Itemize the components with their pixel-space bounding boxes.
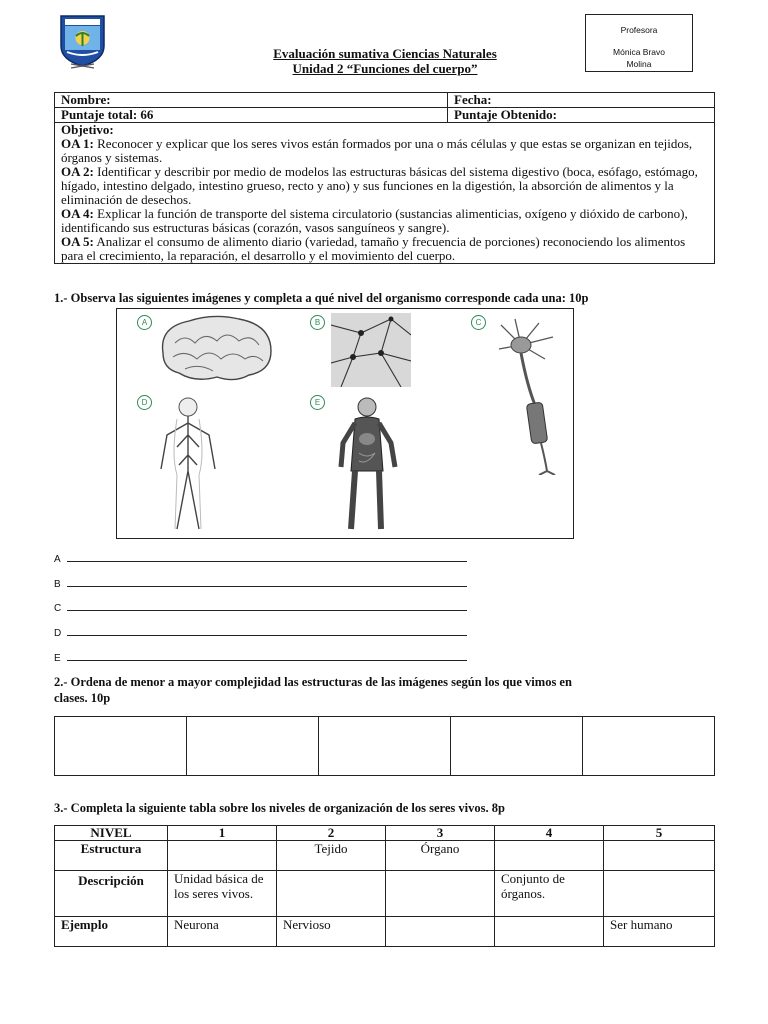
question-1: 1.- Observa las siguientes imágenes y completa a qué nivel del organismo corresponde cada una: 10p (54, 291, 589, 305)
page-subtitle: Unidad 2 “Funciones del cuerpo” (292, 61, 478, 76)
page-title: Evaluación sumativa Ciencias Naturales (273, 46, 497, 61)
table-cell[interactable] (386, 871, 495, 917)
oa-1: OA 1: Reconocer y explicar que los seres vivos están formados por una o más células y que estas se organizan en tejidos, órganos y sistemas. (61, 136, 693, 165)
ordering-box[interactable] (187, 717, 319, 776)
ordering-boxes (54, 716, 715, 776)
objetivo-label: Objetivo: (61, 122, 114, 137)
header-5: 5 (604, 826, 715, 841)
oa-4: OA 4: Explicar la función de transporte del sistema circulatorio (sustancias alimenticias, oxígeno y dióxido de carbono), identificando sus estructuras básicas (corazón, vasos sanguíneos y sangre). (61, 206, 688, 235)
answer-line-e[interactable]: E (54, 652, 474, 664)
oa-5: OA 5: Analizar el consumo de alimento diario (variedad, tamaño y frecuencia de porciones) reconociendo los alimentos para el crecimiento, la reparación, el desarrollo y el movimiento del cuerpo. (61, 234, 686, 263)
table-cell[interactable] (495, 917, 604, 947)
table-cell[interactable] (604, 841, 715, 871)
ordering-box[interactable] (319, 717, 451, 776)
table-cell[interactable]: Conjunto de órganos. (495, 871, 604, 917)
table-cell[interactable]: Nervioso (277, 917, 386, 947)
row-label-estructura: Estructura (55, 841, 168, 871)
table-cell[interactable] (386, 917, 495, 947)
header-4: 4 (495, 826, 604, 841)
table-cell[interactable]: Unidad básica de los seres vivos. (168, 871, 277, 917)
header-1: 1 (168, 826, 277, 841)
table-cell[interactable]: Ser humano (604, 917, 715, 947)
question-2-line1: 2.- Ordena de menor a mayor complejidad las estructuras de las imágenes según los que vimos en (54, 675, 572, 689)
brain-image (155, 313, 277, 385)
label-a: A (137, 315, 152, 330)
image-panel (116, 308, 574, 539)
label-c: C (471, 315, 486, 330)
question-3: 3.- Completa la siguiente tabla sobre los niveles de organización de los seres vivos. 8p (54, 801, 505, 815)
label-b: B (310, 315, 325, 330)
puntaje-obtenido: Puntaje Obtenido: (454, 107, 557, 122)
oa-2: OA 2: Identificar y describir por medio de modelos las estructuras básicas del sistema digestivo (boca, esófago, estómago, hígado, intestino delgado, intestino grueso, recto y ano) y sus funciones en la digestión, la absorción de alimentos y la eliminación de desechos. (61, 164, 698, 207)
ordering-box[interactable] (55, 717, 187, 776)
school-logo (55, 12, 110, 70)
row-label-descripcion: Descripción (55, 871, 168, 917)
objectives-cell (55, 123, 715, 264)
table-cell[interactable] (168, 841, 277, 871)
label-e: E (310, 395, 325, 410)
answer-line-b[interactable]: B (54, 578, 474, 590)
label-d: D (137, 395, 152, 410)
row-label-ejemplo: Ejemplo (55, 917, 168, 947)
fecha-label: Fecha: (454, 92, 492, 107)
table-cell[interactable] (277, 871, 386, 917)
answer-line-d[interactable]: D (54, 627, 474, 639)
teacher-name-line1: Mónica Bravo (613, 47, 665, 57)
table-cell[interactable]: Tejido (277, 841, 386, 871)
organ-system-image (337, 395, 399, 533)
nombre-label: Nombre: (61, 92, 111, 107)
question-2-line2: clases. 10p (54, 691, 111, 705)
header-nivel: NIVEL (55, 826, 168, 841)
table-cell[interactable] (604, 871, 715, 917)
ordering-box[interactable] (451, 717, 583, 776)
teacher-label: Profesora (620, 25, 658, 35)
levels-table (54, 825, 715, 947)
answer-line-a[interactable]: A (54, 553, 474, 565)
table-cell[interactable] (495, 841, 604, 871)
ordering-box[interactable] (583, 717, 715, 776)
tissue-image (331, 313, 411, 387)
puntaje-total: Puntaje total: 66 (61, 107, 154, 122)
header-3: 3 (386, 826, 495, 841)
neuron-image (495, 315, 565, 475)
answer-line-c[interactable]: C (54, 602, 474, 614)
teacher-name-line2: Molina (626, 59, 652, 69)
table-cell[interactable]: Neurona (168, 917, 277, 947)
nervous-system-image (157, 395, 219, 533)
table-cell[interactable]: Órgano (386, 841, 495, 871)
header-2: 2 (277, 826, 386, 841)
info-table (54, 92, 715, 264)
